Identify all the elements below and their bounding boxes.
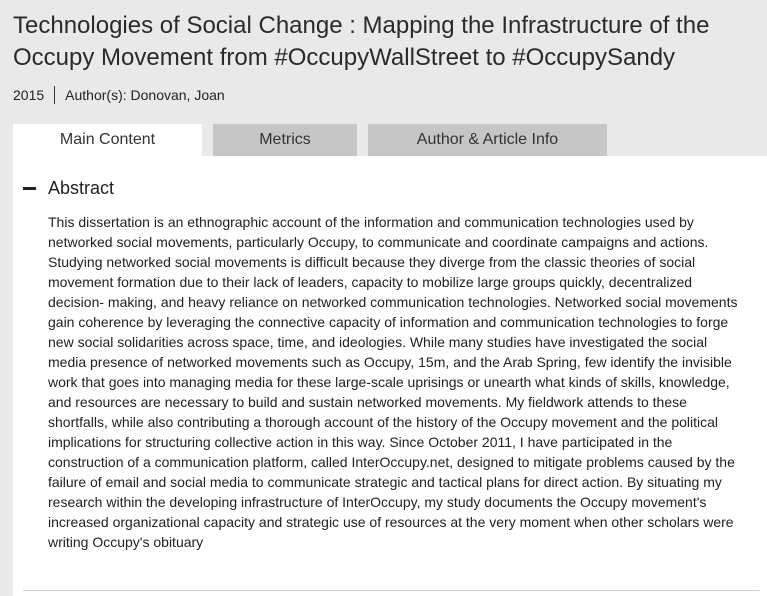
- tab-author-article-info[interactable]: Author & Article Info: [368, 124, 607, 156]
- publication-year: 2015: [13, 87, 45, 103]
- main-content-panel: [13, 156, 767, 596]
- publication-meta: [13, 86, 225, 104]
- section-divider: [23, 590, 759, 591]
- abstract-toggle[interactable]: [23, 178, 114, 199]
- abstract-heading: Abstract: [48, 178, 115, 198]
- abstract-text: This dissertation is an ethnographic account of the information and communication technologies used by networked social movements, particularly Occupy, to communicate and coordinate campaigns and actions. Studying networked social movements is difficult because they diverge from the classic theories of social movement formation due to their lack of leaders, capacity to mobilize large groups quickly, decentralized decision- making, and heavy reliance on networked communication technologies. Networked social movements gain coherence by leveraging the connective capacity of information and communication technologies to forge new social solidarities across space, time, and ideologies. While many studies have investigated the social media presence of networked movements such as Occupy, 15m, and the Arab Spring, few identify the invisible work that goes into managing media for these large-scale uprisings or unearth what kinds of skills, knowledge, and resources are necessary to build and sustain networked movements. My fieldwork attends to these shortfalls, while also contributing a thorough account of the history of the Occupy movement and the political implications for structuring collective action in this way. Since October 2011, I have participated in the construction of a communication platform, called InterOccupy.net, designed to mitigate problems caused by the failure of email and social media to communicate strategic and tactical plans for direct action. By situating my research within the developing infrastructure of InterOccupy, my study documents the Occupy movement's increased organizational capacity and strategic use of resources at the very moment when other scholars were writing Occupy's obituary: [48, 214, 738, 550]
- tab-metrics[interactable]: Metrics: [213, 124, 357, 156]
- tab-main-content[interactable]: Main Content: [13, 124, 202, 157]
- page-title: Technologies of Social Change : Mapping the Infrastructure of the Occupy Movement from #OccupyWallStreet to #OccupySandy: [13, 12, 710, 71]
- minus-icon[interactable]: [23, 187, 36, 190]
- meta-divider: [54, 86, 55, 104]
- authors: Author(s): Donovan, Joan: [65, 87, 225, 103]
